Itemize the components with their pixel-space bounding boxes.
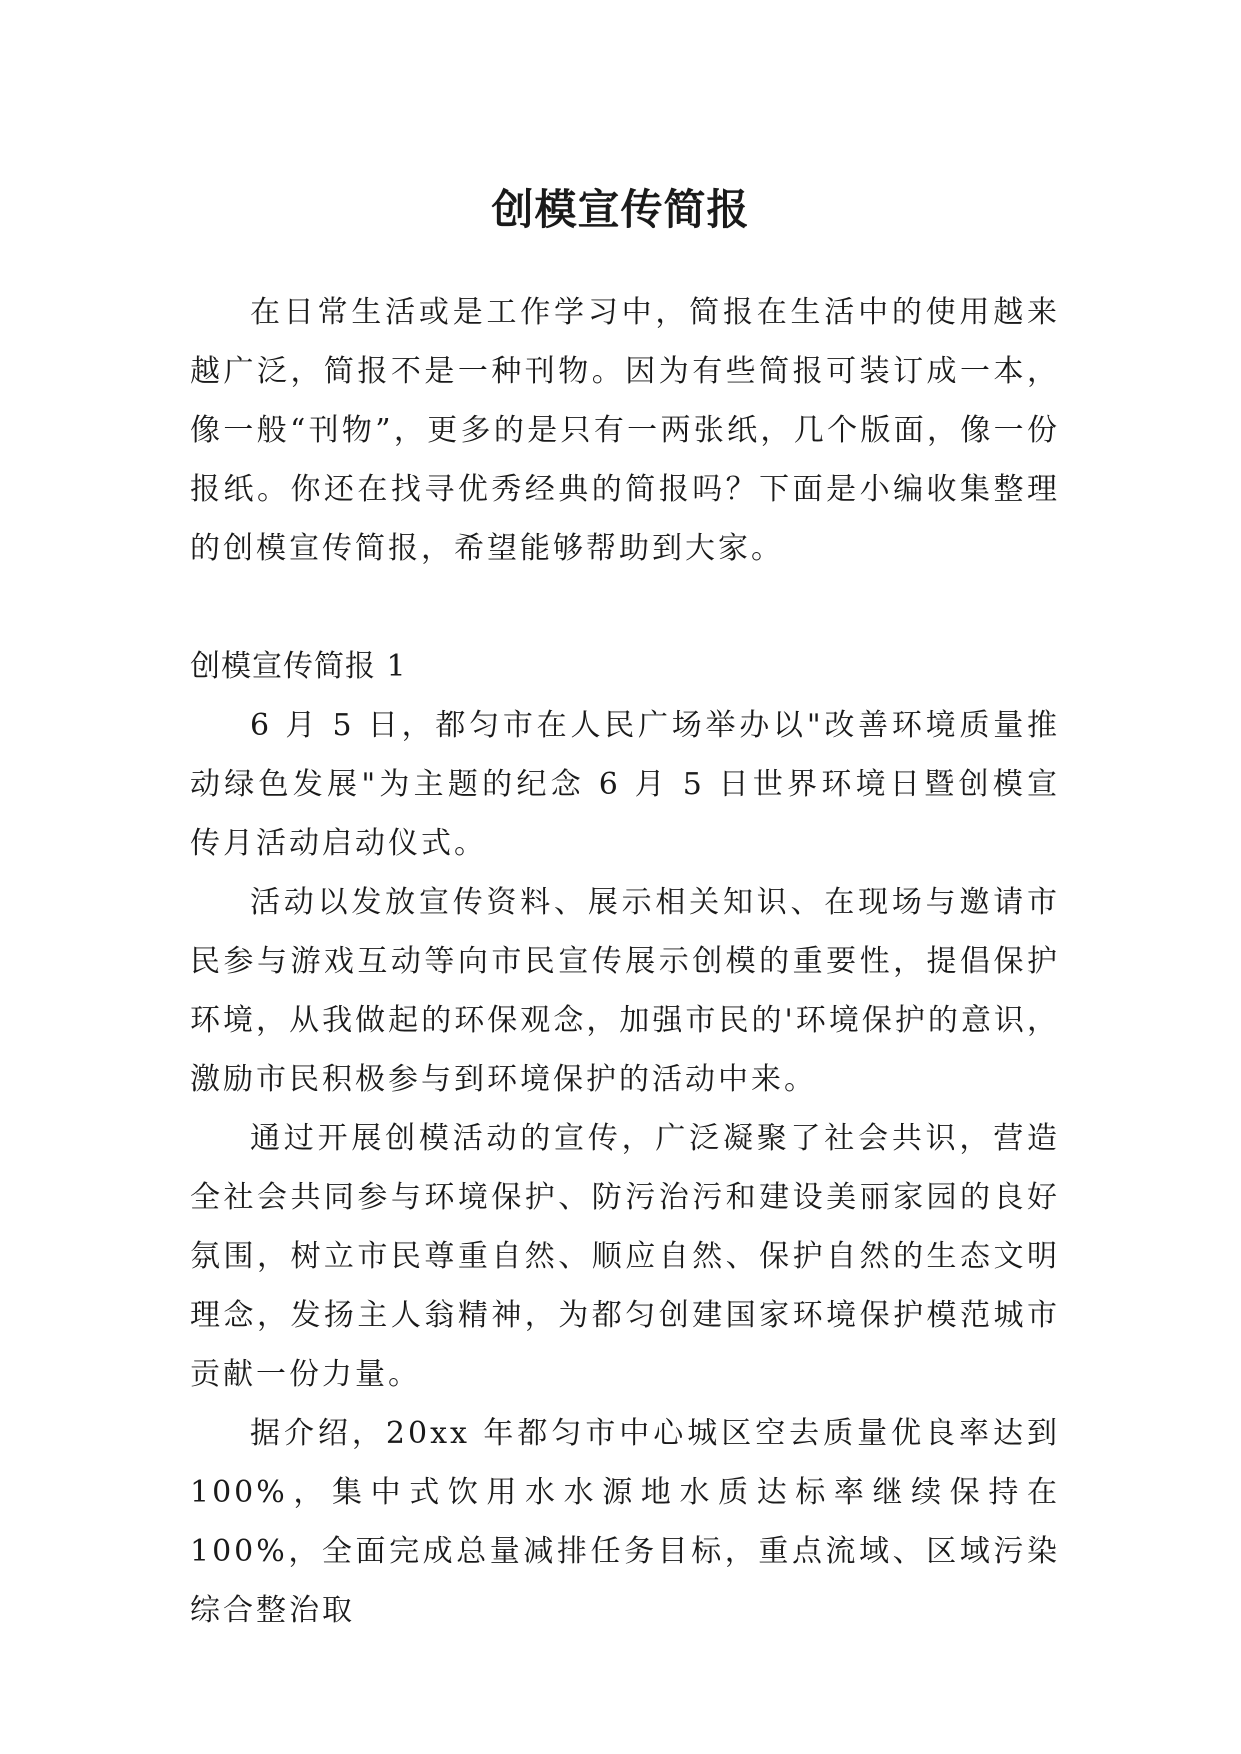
body-paragraph-2: 活动以发放宣传资料、展示相关知识、在现场与邀请市民参与游戏互动等向市民宣传展示创模的重要性，提倡保护环境，从我做起的环保观念，加强市民的'环境保护的意识，激励市民积极参与到环境保护的活动中来。 bbox=[190, 885, 1060, 1097]
body-paragraph-4: 据介绍，20xx 年都匀市中心城区空去质量优良率达到 100%，集中式饮用水水源地水质达标率继续保持在 100%，全面完成总量减排任务目标，重点流域、区域污染综合整治取 bbox=[190, 1416, 1060, 1628]
intro-paragraph: 在日常生活或是工作学习中，简报在生活中的使用越来越广泛，简报不是一种刊物。因为有些简报可装订成一本，像一般“刊物”，更多的是只有一两张纸，几个版面，像一份报纸。你还在找寻优秀经典的简报吗？下面是小编收集整理的创模宣传简报，希望能够帮助到大家。 bbox=[190, 295, 1060, 566]
document-body bbox=[190, 283, 1060, 1640]
document-title: 创模宣传简报 bbox=[491, 185, 750, 235]
body-paragraph-3: 通过开展创模活动的宣传，广泛凝聚了社会共识，营造全社会共同参与环境保护、防污治污和建设美丽家园的良好氛围，树立市民尊重自然、顺应自然、保护自然的生态文明理念，发扬主人翁精神，为都匀创建国家环境保护模范城市贡献一份力量。 bbox=[190, 1121, 1060, 1392]
section-heading: 创模宣传简报 1 bbox=[190, 649, 407, 684]
body-paragraph-1: 6 月 5 日，都匀市在人民广场举办以"改善环境质量推动绿色发展"为主题的纪念 6 月 5 日世界环境日暨创模宣传月活动启动仪式。 bbox=[190, 708, 1060, 861]
